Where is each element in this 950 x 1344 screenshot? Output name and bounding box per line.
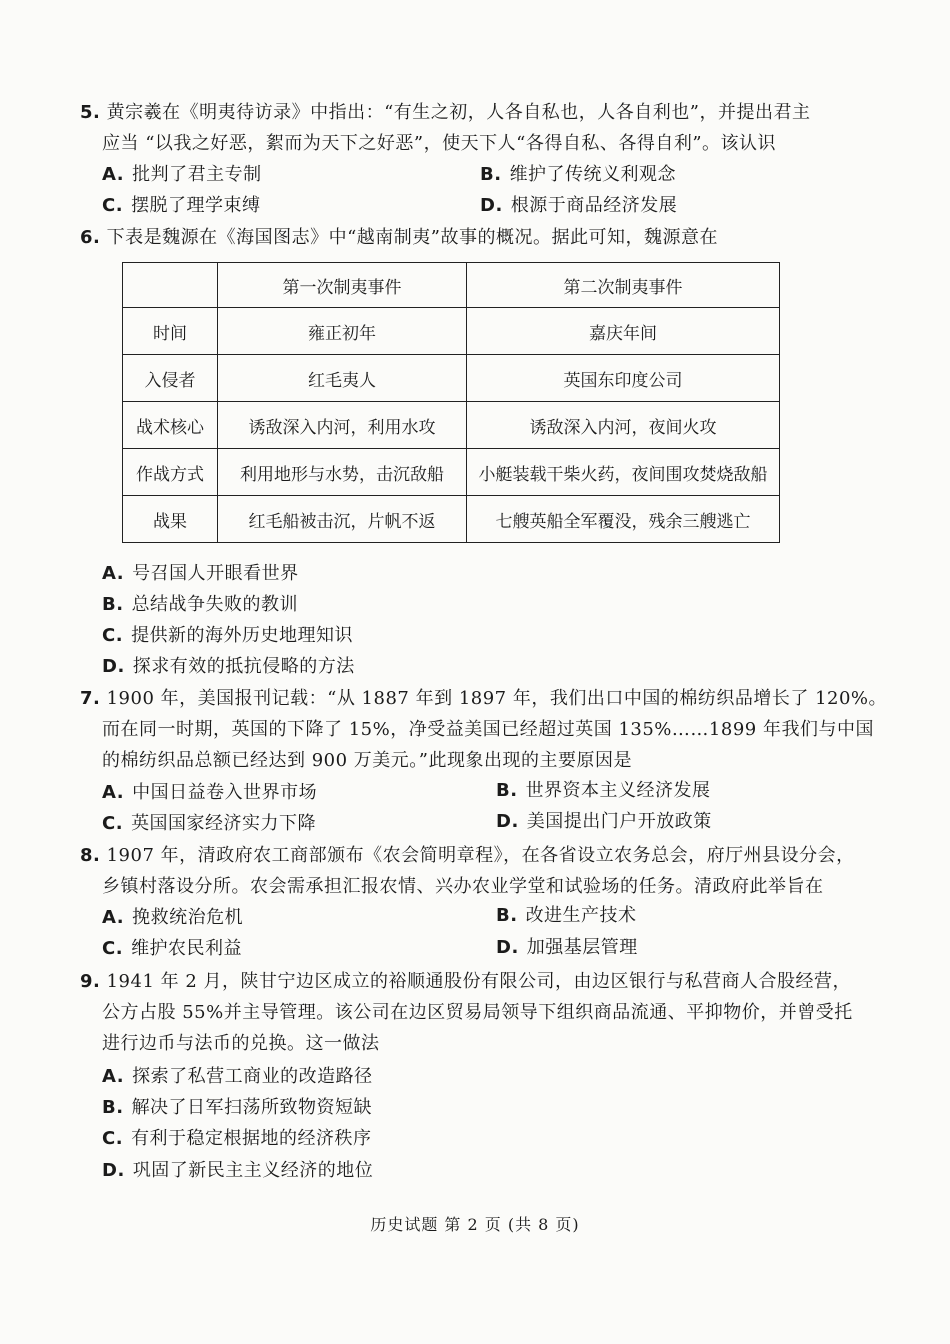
option-a [102, 778, 317, 808]
question-number: 6. [80, 227, 101, 248]
option-c [102, 809, 316, 839]
question-8 [80, 840, 860, 902]
option-text: 加强基层管理 [526, 937, 638, 958]
question-7-stem-line2: 而在同一时期，英国的下降了 15%，净受益美国已经超过英国 135%……1899 年我们与中国 [102, 719, 874, 740]
question-8-stem-line1 [80, 840, 860, 871]
option-d [480, 191, 677, 221]
option-text: 解决了日军扫荡所致物资短缺 [131, 1097, 373, 1118]
question-9 [80, 966, 860, 1059]
table-cell: 红毛夷人 [218, 355, 467, 402]
table-row-label: 入侵者 [123, 355, 218, 402]
question-9-stem-line2: 公方占股 55%并主导管理。该公司在边区贸易局领导下组织商品流通、平抑物价，并曾受托 [102, 1002, 853, 1023]
question-number: 5. [80, 102, 101, 123]
option-letter: D. [102, 656, 125, 677]
table-header-cell: 第一次制夷事件 [218, 263, 467, 308]
question-7-stem-line1 [80, 683, 888, 714]
option-a [102, 160, 262, 190]
option-text: 探求有效的抵抗侵略的方法 [132, 656, 355, 677]
table-cell: 雍正初年 [218, 308, 467, 355]
question-text: 1907 年，清政府农工商部颁布《农会简明章程》，在各省设立农务总会，府厅州县设分会， [106, 845, 855, 866]
option-letter: B. [480, 164, 502, 185]
table-row [123, 308, 780, 355]
table-cell: 英国东印度公司 [467, 355, 780, 402]
option-a [102, 903, 243, 933]
question-text: 下表是魏源在《海国图志》中“越南制夷”故事的概况。据此可知，魏源意在 [106, 227, 719, 248]
option-letter: A. [102, 1066, 125, 1087]
option-letter: D. [496, 937, 519, 958]
table-row-label: 战果 [123, 496, 218, 543]
question-5-stem-line1 [80, 97, 860, 128]
option-b [480, 160, 676, 190]
option-d [102, 1156, 373, 1186]
option-letter: B. [102, 594, 124, 615]
question-9-stem-line1 [80, 966, 860, 997]
option-letter: C. [102, 1128, 124, 1149]
option-text: 中国日益卷入世界市场 [132, 782, 318, 803]
table-cell: 小艇装载干柴火药，夜间围攻焚烧敌船 [467, 449, 780, 496]
option-c [102, 621, 353, 651]
option-letter: C. [102, 625, 124, 646]
option-a [102, 1062, 373, 1092]
table-row-label: 战术核心 [123, 402, 218, 449]
table-cell: 诱敌深入内河，利用水攻 [218, 402, 467, 449]
question-8-stem-line2: 乡镇村落设分所。农会需承担汇报农情、兴办农业学堂和试验场的任务。清政府此举旨在 [102, 876, 824, 897]
option-d [496, 933, 638, 963]
option-letter: A. [102, 782, 125, 803]
table-row [123, 496, 780, 543]
option-text: 根源于商品经济发展 [510, 195, 678, 216]
table-row-label: 时间 [123, 308, 218, 355]
option-c [102, 934, 242, 964]
option-text: 美国提出门户开放政策 [526, 811, 712, 832]
option-letter: B. [102, 1097, 124, 1118]
option-text: 批判了君主专制 [132, 164, 262, 185]
question-5 [80, 97, 860, 159]
option-text: 有利于稳定根据地的经济秩序 [131, 1128, 372, 1149]
option-letter: C. [102, 813, 124, 834]
option-letter: B. [496, 905, 518, 926]
option-letter: B. [496, 780, 518, 801]
option-letter: D. [496, 811, 519, 832]
question-6-stem-line1 [80, 222, 860, 253]
question-7 [80, 683, 888, 776]
option-text: 总结战争失败的教训 [131, 594, 299, 615]
table-cell: 诱敌深入内河，夜间火攻 [467, 402, 780, 449]
option-letter: A. [102, 907, 125, 928]
table-row [123, 355, 780, 402]
option-letter: A. [102, 164, 125, 185]
option-d [102, 652, 355, 682]
option-text: 改进生产技术 [525, 905, 637, 926]
page-footer: 历史试题 第 2 页 (共 8 页) [370, 1215, 580, 1234]
option-text: 摆脱了理学束缚 [131, 195, 261, 216]
question-number: 7. [80, 688, 101, 709]
table-cell: 利用地形与水势，击沉敌船 [218, 449, 467, 496]
option-letter: C. [102, 195, 124, 216]
table-cell: 红毛船被击沉，片帆不返 [218, 496, 467, 543]
option-text: 提供新的海外历史地理知识 [131, 625, 354, 646]
option-letter: D. [480, 195, 503, 216]
option-letter: D. [102, 1160, 125, 1181]
question-9-stem-line3: 进行边币与法币的兑换。这一做法 [102, 1033, 380, 1054]
option-text: 维护农民利益 [131, 938, 243, 959]
option-a [102, 559, 299, 589]
option-letter: A. [102, 563, 125, 584]
option-c [102, 191, 261, 221]
question-number: 8. [80, 845, 101, 866]
option-text: 巩固了新民主主义经济的地位 [132, 1160, 374, 1181]
option-text: 英国国家经济实力下降 [131, 813, 317, 834]
option-text: 世界资本主义经济发展 [525, 780, 711, 801]
option-letter: C. [102, 938, 124, 959]
option-b [102, 590, 298, 620]
table-header-row [123, 263, 780, 308]
question-7-stem-line3: 的棉纺织品总额已经达到 900 万美元。”此现象出现的主要原因是 [102, 750, 632, 771]
option-text: 维护了传统义利观念 [509, 164, 677, 185]
table-header-cell [123, 263, 218, 308]
option-text: 探索了私营工商业的改造路径 [132, 1066, 373, 1087]
question-6 [80, 222, 860, 253]
option-text: 挽救统治危机 [132, 907, 244, 928]
table-row-label: 作战方式 [123, 449, 218, 496]
event-table [122, 262, 780, 543]
question-text: 1941 年 2 月，陕甘宁边区成立的裕顺通股份有限公司，由边区银行与私营商人合股经营， [106, 971, 852, 992]
question-text: 1900 年，美国报刊记载：“从 1887 年到 1897 年，我们出口中国的棉纺织品增长了 120%。 [106, 688, 888, 709]
table-row [123, 402, 780, 449]
option-b [102, 1093, 372, 1123]
table-row [123, 449, 780, 496]
table-cell: 嘉庆年间 [467, 308, 780, 355]
table-header-cell: 第二次制夷事件 [467, 263, 780, 308]
table-cell: 七艘英船全军覆没，残余三艘逃亡 [467, 496, 780, 543]
option-b [496, 901, 637, 931]
option-b [496, 776, 711, 806]
question-text: 黄宗羲在《明夷待访录》中指出：“有生之初，人各自私也，人各自利也”，并提出君主 [106, 102, 811, 123]
question-number: 9. [80, 971, 101, 992]
option-d [496, 807, 712, 837]
option-text: 号召国人开眼看世界 [132, 563, 299, 584]
option-c [102, 1124, 372, 1154]
question-5-stem-line2: 应当 “以我之好恶，絮而为天下之好恶”，使天下人“各得自私、各得自利”。该认识 [102, 133, 777, 154]
